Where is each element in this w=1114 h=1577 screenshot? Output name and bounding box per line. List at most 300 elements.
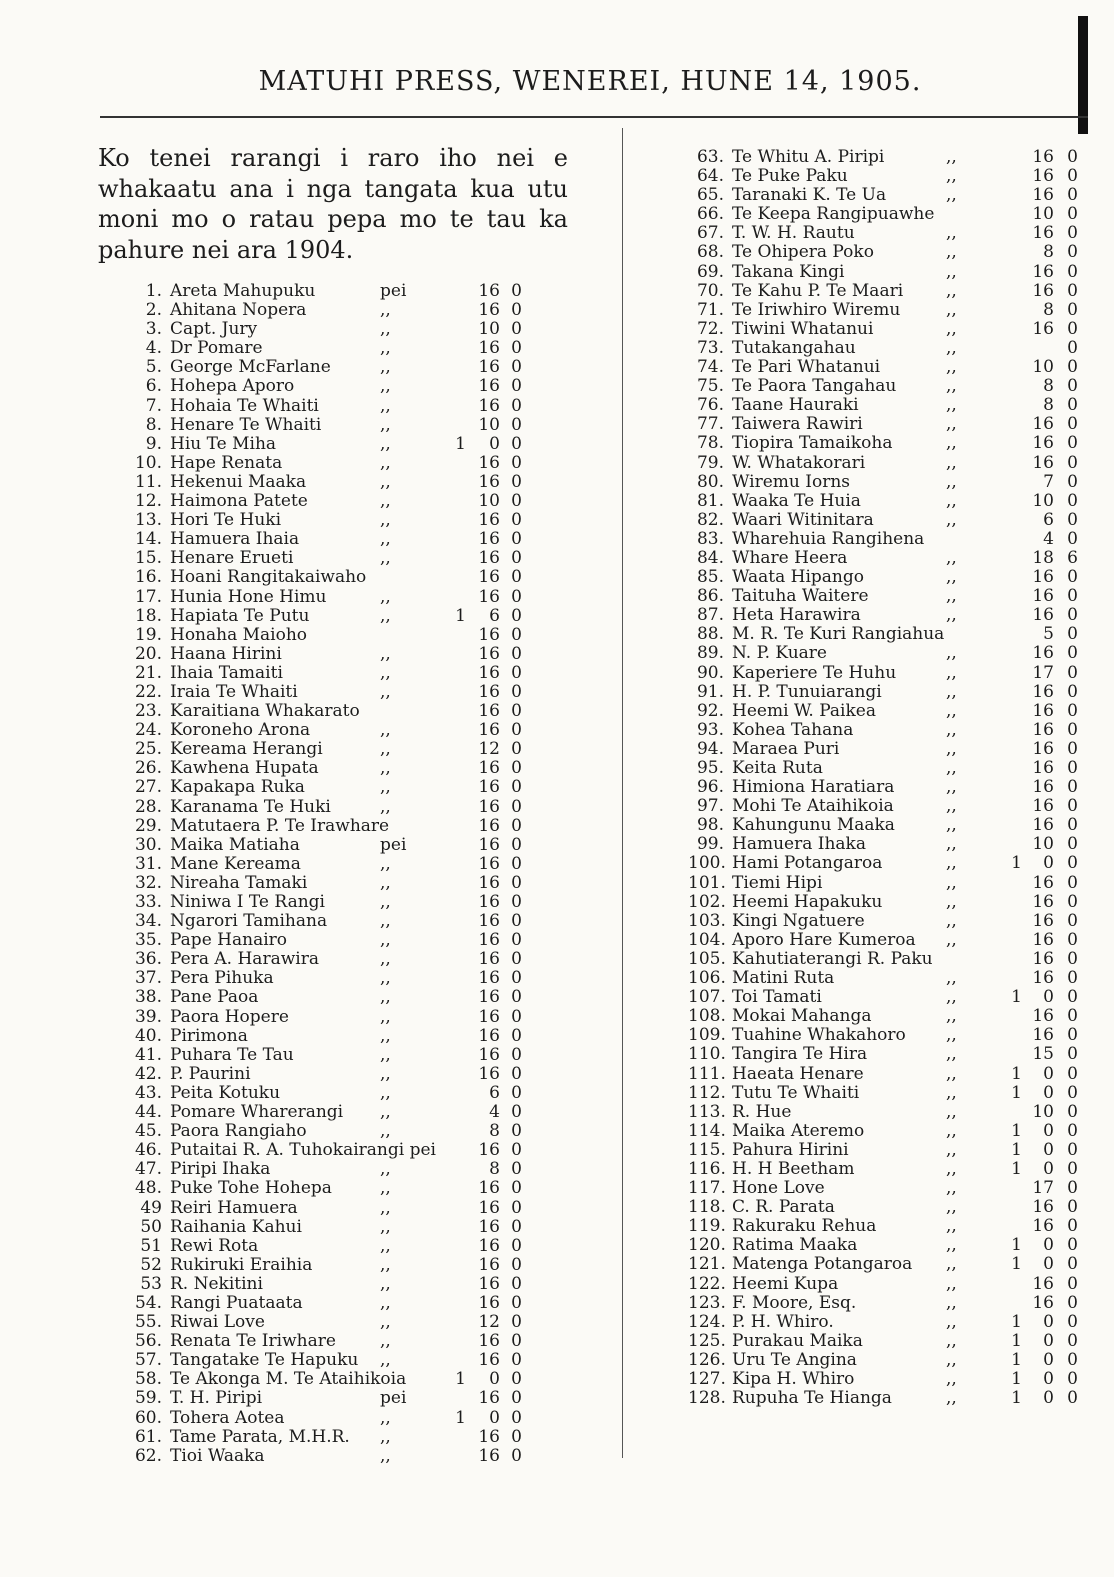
list-item [688, 912, 1080, 931]
ditto-mark: ,, [380, 777, 391, 798]
entry-number: 75. [696, 376, 724, 397]
amount-shillings: 0 [1043, 1369, 1054, 1389]
entry-number: 55. [134, 1312, 162, 1333]
entry-number: 13. [134, 510, 162, 531]
entry-number: 110. [688, 1044, 726, 1065]
amount-shillings: 16 [1032, 414, 1054, 435]
ditto-mark: ,, [946, 547, 957, 568]
entry-number: 31. [134, 853, 162, 874]
amount-pence: 0 [511, 529, 522, 550]
amount-shillings: 16 [1032, 280, 1054, 301]
entry-number: 109. [688, 1025, 726, 1046]
amount-shillings: 0 [1043, 1139, 1054, 1160]
amount-shillings: 0 [1043, 1235, 1054, 1256]
entry-number: 115. [688, 1139, 726, 1160]
ditto-mark: ,, [946, 586, 957, 607]
entry-number: 103. [688, 910, 726, 931]
entry-name: Hape Renata [170, 452, 283, 473]
amount-pence: 0 [1067, 1120, 1078, 1141]
entry-name: Toi Tamati [732, 987, 822, 1008]
entry-number: 44. [134, 1102, 162, 1123]
list-item [688, 148, 1080, 167]
entry-name: Dr Pomare [170, 338, 263, 359]
ditto-mark: ,, [946, 452, 957, 473]
amount-shillings: 16 [1032, 185, 1054, 206]
entry-name: Riwai Love [170, 1312, 265, 1333]
entry-number: 104. [688, 929, 726, 950]
ditto-mark: ,, [380, 357, 391, 378]
amount-pence: 0 [511, 911, 522, 932]
amount-pounds: 1 [1011, 1120, 1022, 1141]
amount-shillings: 16 [1032, 223, 1054, 244]
amount-pounds: 1 [455, 1369, 466, 1390]
amount-shillings: 16 [478, 853, 500, 874]
list-item [688, 816, 1080, 835]
entry-name: Hoani Rangitakaiwaho [170, 567, 367, 588]
ditto-mark: ,, [946, 567, 957, 588]
amount-pence: 0 [511, 319, 522, 340]
entry-number: 7. [145, 395, 162, 416]
amount-pounds: 1 [455, 605, 466, 626]
amount-shillings: 16 [478, 471, 500, 492]
entry-number: 49 [140, 1197, 162, 1218]
entry-name: Takana Kingi [732, 261, 845, 282]
entry-name: R. Nekitini [170, 1273, 263, 1294]
entry-number: 47. [134, 1159, 162, 1180]
entry-name: Hapiata Te Putu [170, 605, 310, 626]
entry-name: Rukiruki Eraihia [170, 1254, 313, 1275]
list-item [126, 1008, 540, 1027]
entry-name: W. Whatakorari [732, 452, 866, 473]
amount-pence: 0 [1067, 758, 1078, 778]
list-item [688, 186, 1080, 205]
ditto-mark: ,, [380, 1025, 391, 1046]
ditto-mark: ,, [380, 758, 391, 779]
amount-shillings: 16 [1032, 567, 1054, 588]
amount-pence: 0 [1067, 643, 1078, 664]
entry-number: 126. [688, 1349, 726, 1370]
amount-pence: 0 [1067, 605, 1078, 626]
amount-pence: 0 [1067, 414, 1078, 435]
entry-number: 11. [134, 471, 162, 492]
amount-shillings: 0 [1043, 1311, 1054, 1332]
amount-shillings: 16 [1032, 681, 1054, 702]
list-item [688, 1065, 1080, 1084]
entry-number: 102. [688, 891, 726, 912]
amount-shillings: 8 [489, 1159, 500, 1180]
list-item [688, 950, 1080, 969]
list-item [126, 683, 540, 702]
amount-pence: 0 [1067, 1139, 1078, 1160]
entry-name: Karanama Te Huki [170, 796, 331, 817]
entry-name: Heemi Kupa [732, 1273, 839, 1294]
entry-name: Koroneho Arona [170, 720, 311, 741]
amount-pence: 0 [1067, 719, 1078, 740]
entry-name: Te Paora Tangahau [732, 376, 897, 397]
entry-name: Wiremu Iorns [732, 471, 851, 492]
amount-shillings: 16 [478, 1350, 500, 1371]
amount-pounds: 1 [1011, 1388, 1022, 1409]
list-item [126, 1141, 540, 1160]
list-item [688, 1026, 1080, 1045]
amount-pence: 0 [511, 395, 522, 416]
amount-shillings: 12 [478, 1312, 500, 1333]
amount-pence: 0 [1067, 299, 1078, 320]
amount-pence: 0 [1067, 891, 1078, 912]
amount-pounds: 1 [455, 433, 466, 454]
amount-shillings: 0 [489, 433, 500, 454]
entry-number: 67. [696, 223, 724, 244]
entry-name: Tangatake Te Hapuku [170, 1350, 359, 1371]
amount-shillings: 16 [1032, 891, 1054, 912]
list-item [688, 1332, 1080, 1351]
list-item [688, 205, 1080, 224]
amount-shillings: 16 [1032, 777, 1054, 798]
entry-name: Hohaia Te Whaiti [170, 395, 319, 416]
entry-name: Mane Kereama [170, 853, 301, 874]
entry-number: 92. [696, 700, 724, 721]
list-item [688, 969, 1080, 988]
list-item [126, 549, 540, 568]
amount-shillings: 16 [478, 338, 500, 359]
entry-name: Matenga Potangaroa [732, 1254, 913, 1275]
entry-number: 122. [688, 1273, 726, 1294]
ditto-mark: ,, [380, 433, 391, 454]
amount-pence: 0 [511, 1312, 522, 1333]
amount-pence: 0 [1067, 624, 1078, 645]
ditto-mark: ,, [946, 261, 957, 282]
amount-shillings: 16 [478, 1445, 500, 1466]
entry-name: Taranaki K. Te Ua [732, 185, 887, 206]
list-item [688, 263, 1080, 282]
entry-name: Tutu Te Whaiti [732, 1082, 860, 1103]
amount-pounds: 1 [1011, 987, 1022, 1008]
entry-name: Matini Ruta [732, 968, 835, 989]
ditto-mark: ,, [380, 1178, 391, 1199]
entry-name: Heta Harawira [732, 605, 861, 626]
ditto-mark: ,, [380, 930, 391, 951]
amount-pence: 0 [511, 1159, 522, 1180]
amount-pence: 0 [1067, 261, 1078, 282]
amount-pence: 0 [1067, 395, 1078, 416]
entry-name: Waata Hipango [732, 567, 864, 588]
amount-shillings: 10 [1032, 834, 1054, 855]
ditto-mark: ,, [380, 1254, 391, 1275]
list-item [688, 1198, 1080, 1217]
entry-number: 29. [134, 815, 162, 836]
list-item [126, 1199, 540, 1218]
entry-name: R. Hue [732, 1101, 792, 1122]
amount-pence: 0 [511, 1235, 522, 1256]
entry-name: Hamuera Ihaka [732, 834, 866, 855]
list-item [126, 492, 540, 511]
amount-shillings: 16 [478, 567, 500, 588]
entry-name: Uru Te Angina [732, 1349, 857, 1370]
ditto-mark: ,, [380, 892, 391, 912]
entry-number: 79. [696, 452, 724, 473]
entry-name: Puhara Te Tau [170, 1044, 294, 1065]
amount-pounds: 1 [1011, 1311, 1022, 1332]
entry-number: 61. [134, 1426, 162, 1447]
amount-shillings: 16 [1032, 929, 1054, 950]
entry-number: 32. [134, 872, 162, 893]
ditto-mark: ,, [380, 1273, 391, 1294]
ditto-mark: ,, [946, 815, 957, 836]
entry-name: Paora Hopere [170, 1006, 289, 1027]
list-item [126, 778, 540, 797]
amount-pence: 0 [511, 968, 522, 989]
amount-pence: 0 [511, 720, 522, 741]
amount-pence: 0 [511, 1082, 522, 1103]
entry-number: 105. [688, 948, 726, 969]
ditto-mark: ,, [946, 1349, 957, 1370]
ditto-mark: ,, [946, 1101, 957, 1122]
entry-number: 30. [134, 834, 162, 855]
ditto-mark: ,, [380, 376, 391, 397]
amount-pounds: 1 [1011, 1063, 1022, 1084]
ditto-mark: ,, [380, 1292, 391, 1313]
entry-name: Reiri Hamuera [170, 1197, 298, 1218]
entry-name: Pirimona [170, 1025, 248, 1046]
entry-number: 34. [134, 911, 162, 932]
entry-name: Te Akonga M. Te Ataihikoia [170, 1369, 407, 1390]
ditto-mark: ,, [946, 1044, 957, 1065]
entry-name: Hunia Hone Himu [170, 586, 327, 607]
list-item [126, 969, 540, 988]
list-item [688, 243, 1080, 262]
entry-number: 60. [134, 1407, 162, 1428]
entry-name: Taiwera Rawiri [732, 414, 863, 435]
amount-pence: 0 [1067, 1216, 1078, 1237]
amount-pence: 0 [1067, 1025, 1078, 1046]
entry-number: 108. [688, 1006, 726, 1027]
entry-name: Te Pari Whatanui [732, 357, 881, 378]
entry-number: 107. [688, 987, 726, 1008]
entry-number: 111. [688, 1063, 726, 1084]
amount-pence: 0 [511, 1063, 522, 1084]
list-item [688, 854, 1080, 873]
amount-shillings: 16 [1032, 968, 1054, 989]
amount-pence: 0 [511, 491, 522, 512]
right-column-list [688, 148, 1080, 1408]
ditto-mark: ,, [946, 395, 957, 416]
amount-pence: 0 [511, 872, 522, 893]
entry-number: 66. [696, 204, 724, 225]
list-item [126, 1065, 540, 1084]
entry-name: Tioi Waaka [170, 1445, 265, 1466]
amount-shillings: 8 [489, 1121, 500, 1142]
amount-shillings: 0 [1043, 1082, 1054, 1103]
amount-pence: 0 [1067, 1273, 1078, 1294]
list-item [688, 1275, 1080, 1294]
amount-pence: 0 [1067, 1044, 1078, 1065]
entry-number: 52 [140, 1254, 162, 1275]
amount-pence: 0 [1067, 872, 1078, 893]
intro-paragraph: Ko tenei rarangi i raro iho nei e whakaatu ana i nga tangata kua utu moni mo o ratau pepa mo te tau ka pahure nei ara 1904. [98, 144, 568, 264]
entry-name: Taituha Waitere [732, 586, 869, 607]
amount-pence: 0 [511, 739, 522, 760]
ditto-mark: ,, [380, 491, 391, 512]
ditto-mark: ,, [380, 853, 391, 874]
amount-pence: 0 [1067, 777, 1078, 798]
entry-name: Hekenui Maaka [170, 471, 307, 492]
ditto-mark: ,, [946, 968, 957, 989]
amount-pence: 0 [1067, 1082, 1078, 1103]
ditto-mark: ,, [380, 681, 391, 702]
amount-pence: 0 [511, 1140, 522, 1161]
list-item [126, 377, 540, 396]
entry-name: Raihania Kahui [170, 1216, 302, 1237]
entry-number: 123. [688, 1292, 726, 1313]
ditto-mark: ,, [946, 376, 957, 397]
entry-number: 89. [696, 643, 724, 664]
amount-shillings: 16 [478, 1063, 500, 1084]
list-item [126, 912, 540, 931]
amount-shillings: 16 [478, 1006, 500, 1027]
amount-pence: 0 [511, 758, 522, 779]
amount-shillings: 16 [478, 1140, 500, 1161]
amount-shillings: 0 [1043, 1158, 1054, 1179]
entry-number: 46. [134, 1140, 162, 1161]
list-item [126, 1313, 540, 1332]
page-header: MATUHI PRESS, WENEREI, HUNE 14, 1905. [258, 66, 922, 97]
amount-shillings: 6 [1043, 509, 1054, 530]
entry-number: 38. [134, 987, 162, 1008]
amount-pence: 0 [1067, 528, 1078, 549]
ditto-mark: ,, [946, 987, 957, 1008]
amount-pence: 0 [1067, 681, 1078, 702]
list-item [688, 1236, 1080, 1255]
entry-name: Pape Hanairo [170, 930, 287, 951]
list-item [688, 320, 1080, 339]
ditto-mark: ,, [946, 166, 957, 187]
ditto-mark: ,, [380, 395, 391, 416]
amount-shillings: 16 [478, 911, 500, 932]
entry-number: 77. [696, 414, 724, 435]
amount-shillings: 16 [1032, 1006, 1054, 1027]
amount-shillings: 16 [478, 376, 500, 397]
amount-pence: 0 [511, 1445, 522, 1466]
list-item [126, 397, 540, 416]
entry-number: 5. [145, 357, 162, 378]
amount-shillings: 16 [478, 1426, 500, 1447]
amount-pence: 0 [1067, 166, 1078, 187]
amount-pence: 0 [511, 662, 522, 683]
entry-name: Kahungunu Maaka [732, 815, 895, 836]
amount-shillings: 16 [478, 1254, 500, 1275]
amount-pence: 0 [511, 1350, 522, 1371]
entry-number: 25. [134, 739, 162, 760]
ditto-mark: ,, [380, 796, 391, 817]
ditto-mark: ,, [946, 1216, 957, 1237]
amount-pence: 0 [1067, 1349, 1078, 1370]
amount-shillings: 0 [1043, 1120, 1054, 1141]
list-item [688, 1179, 1080, 1198]
amount-shillings: 16 [478, 1025, 500, 1046]
amount-pence: 0 [511, 433, 522, 454]
ditto-mark: ,, [380, 1063, 391, 1084]
entry-number: 19. [134, 624, 162, 645]
entry-name: Henare Erueti [170, 548, 294, 569]
list-item [688, 282, 1080, 301]
entry-number: 125. [688, 1330, 726, 1351]
list-item [688, 473, 1080, 492]
amount-shillings: 16 [478, 1178, 500, 1199]
list-item [688, 1370, 1080, 1389]
amount-pence: 0 [511, 1369, 522, 1390]
ditto-mark: ,, [946, 1273, 957, 1294]
entry-name: Whare Heera [732, 547, 848, 568]
entry-number: 87. [696, 605, 724, 626]
entry-name: Hami Potangaroa [732, 853, 883, 874]
entry-number: 40. [134, 1025, 162, 1046]
entry-number: 4. [145, 338, 162, 359]
entry-name: Tuahine Whakahoro [732, 1025, 906, 1046]
entry-number: 74. [696, 357, 724, 378]
ditto-mark: ,, [946, 1025, 957, 1046]
ditto-mark: ,, [946, 662, 957, 683]
entry-name: Purakau Maika [732, 1330, 863, 1351]
entry-number: 8. [145, 414, 162, 435]
list-item [688, 492, 1080, 511]
list-item [126, 1351, 540, 1370]
entry-name: Te Puke Paku [732, 166, 848, 187]
amount-pence: 0 [511, 1273, 522, 1294]
amount-shillings: 0 [489, 1407, 500, 1428]
list-item [126, 530, 540, 549]
list-item [126, 664, 540, 683]
ditto-mark: ,, [946, 700, 957, 721]
entry-number: 127. [688, 1369, 726, 1389]
amount-shillings: 16 [478, 892, 500, 912]
ditto-mark: ,, [946, 433, 957, 454]
entry-number: 116. [688, 1158, 726, 1179]
entry-name: Maika Matiaha [170, 834, 300, 855]
entry-number: 70. [696, 280, 724, 301]
ditto-mark: ,, [380, 720, 391, 741]
amount-pence: 0 [1067, 1369, 1078, 1389]
list-item [126, 454, 540, 473]
ditto-mark: ,, [380, 1082, 391, 1103]
entry-name: T. W. H. Rautu [732, 223, 855, 244]
entry-number: 63. [696, 147, 724, 167]
list-item [688, 1084, 1080, 1103]
entry-number: 16. [134, 567, 162, 588]
amount-shillings: 16 [478, 1216, 500, 1237]
amount-shillings: 16 [1032, 758, 1054, 778]
amount-pence: 0 [1067, 700, 1078, 721]
amount-pence: 0 [511, 701, 522, 722]
amount-shillings: 16 [478, 281, 500, 301]
list-item [126, 511, 540, 530]
amount-shillings: 16 [1032, 605, 1054, 626]
entry-number: 1. [145, 281, 162, 301]
entry-name: Pera Pihuka [170, 968, 274, 989]
amount-pence: 0 [1067, 1006, 1078, 1027]
ditto-mark: ,, [380, 968, 391, 989]
list-item [688, 644, 1080, 663]
list-item [688, 664, 1080, 683]
list-item [126, 1447, 540, 1466]
ditto-mark: ,, [946, 337, 957, 358]
entry-name: Puke Tohe Hohepa [170, 1178, 332, 1199]
ditto-mark: ,, [380, 452, 391, 473]
amount-shillings: 16 [478, 968, 500, 989]
list-item [688, 1007, 1080, 1026]
list-item [126, 1122, 540, 1141]
list-item [688, 778, 1080, 797]
entry-number: 59. [134, 1388, 162, 1409]
